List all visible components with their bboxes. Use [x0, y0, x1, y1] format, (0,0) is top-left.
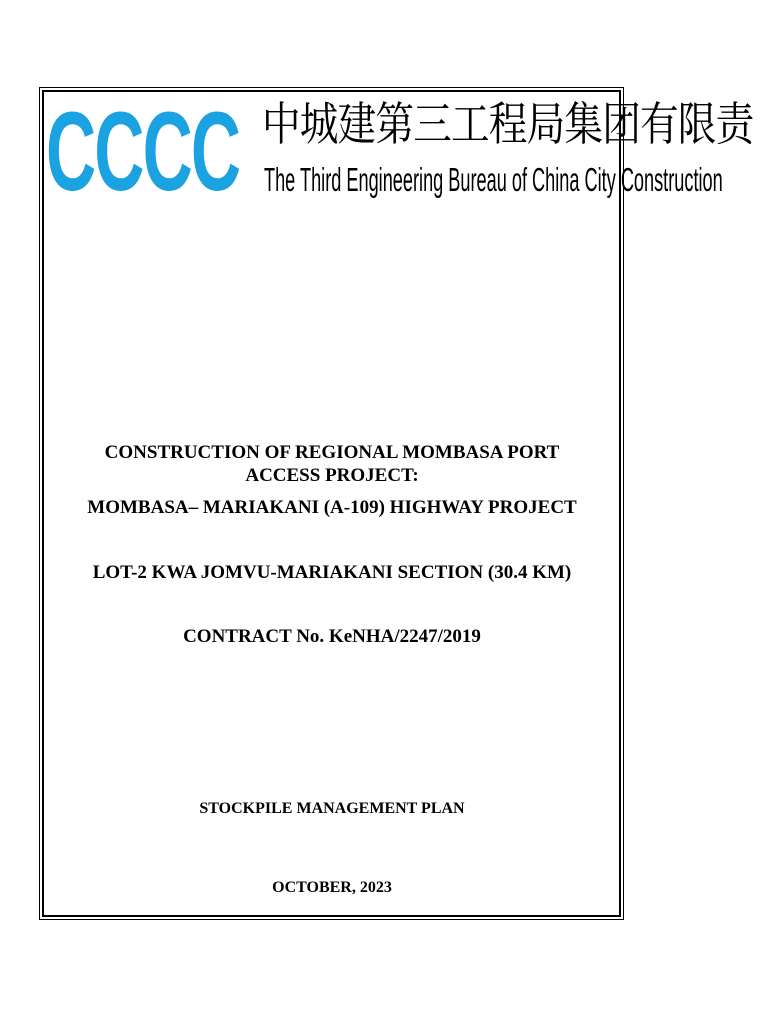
highway-project-title: MOMBASA– MARIAKANI (A-109) HIGHWAY PROJECT	[87, 497, 577, 518]
company-name-chinese: 中城建第三工程局集团有限责	[262, 97, 754, 151]
company-logo-banner	[46, 89, 754, 214]
project-title-line-1: CONSTRUCTION OF REGIONAL MOMBASA PORT	[104, 442, 560, 463]
document-title: STOCKPILE MANAGEMENT PLAN	[199, 800, 465, 817]
lot-section-title: LOT-2 KWA JOMVU-MARIAKANI SECTION (30.4 KM)	[92, 562, 572, 583]
project-title-line-2: ACCESS PROJECT:	[245, 465, 419, 486]
company-name-english: The Third Engineering Bureau of China City Construction	[264, 161, 723, 198]
contract-number: CONTRACT No. KeNHA/2247/2019	[183, 626, 481, 647]
cccc-logo-mark: CCCC	[46, 89, 240, 214]
project-title	[46, 441, 618, 487]
document-date: OCTOBER, 2023	[272, 879, 392, 896]
